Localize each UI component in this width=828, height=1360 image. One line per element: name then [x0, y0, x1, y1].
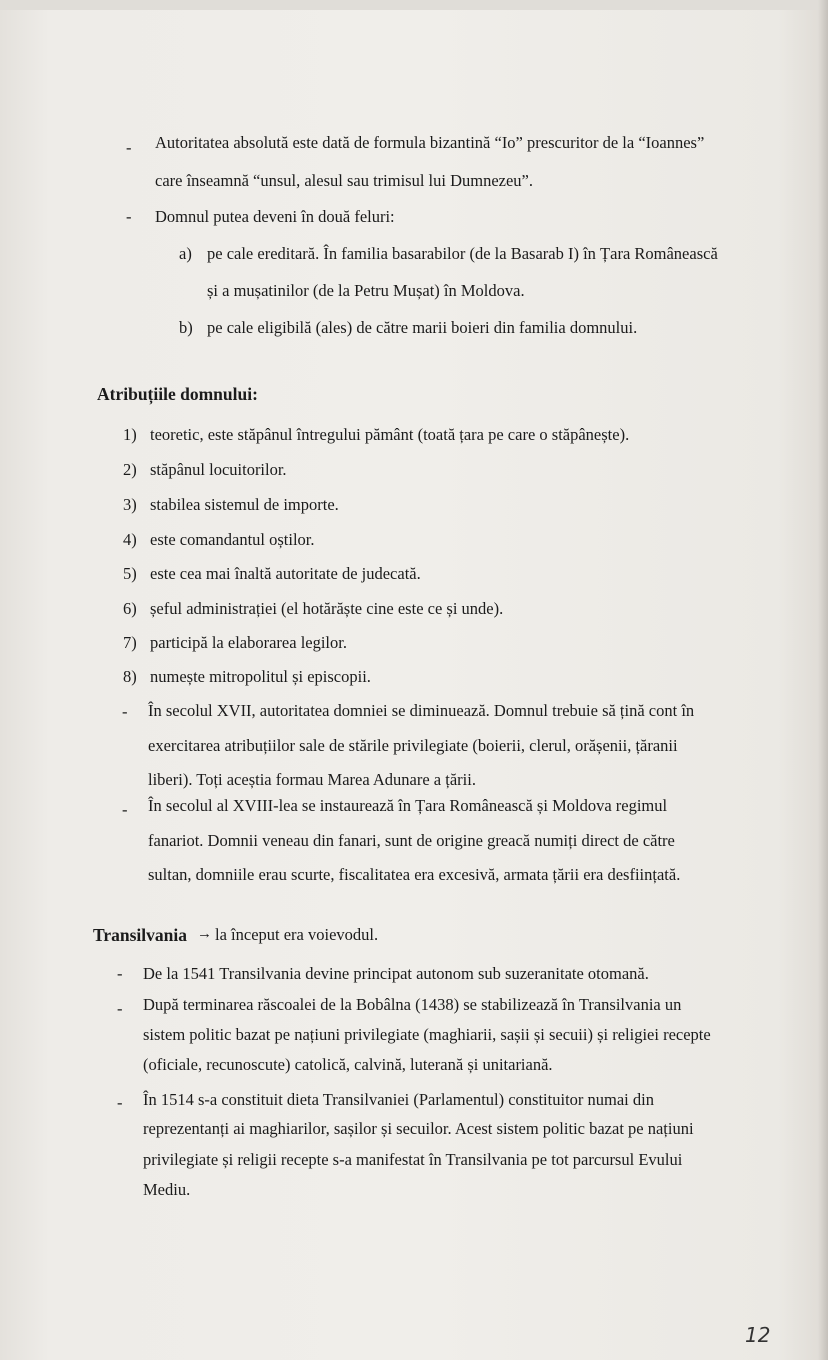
- attributes-heading: Atribuțiile domnului:: [97, 384, 258, 404]
- century-0-line-2: liberi). Toți aceștia formau Marea Adunare a țării.: [148, 770, 476, 789]
- scan-right-edge: [818, 0, 828, 1360]
- attr-1-num: 1): [123, 425, 137, 444]
- attr-1-text: teoretic, este stăpânul întregului pământ (toată țara pe care o stăpânește).: [150, 425, 630, 444]
- trans-2-line-2: privilegiate și religii recepte s-a manifestat în Transilvania pe tot parcursul Evului: [143, 1150, 683, 1169]
- century-1-line-2: sultan, domniile erau scurte, fiscalitatea era excesivă, armata țării era desființată.: [148, 865, 681, 884]
- trans-2-dash: -: [117, 1093, 123, 1112]
- attr-7-num: 7): [123, 633, 137, 652]
- trans-2-line-0: În 1514 s-a constituit dieta Transilvaniei (Parlamentul) constituitor numai din: [143, 1090, 654, 1109]
- trans-1-line-1: sistem politic bazat pe națiuni privilegiate (maghiarii, sașii și secuii) și religiei recepte: [143, 1025, 711, 1044]
- attr-3-text: stabilea sistemul de importe.: [150, 495, 339, 514]
- attr-7-text: participă la elaborarea legilor.: [150, 633, 347, 652]
- way-b-line-0: pe cale eligibilă (ales) de către marii boieri din familia domnului.: [207, 318, 638, 337]
- attr-8-num: 8): [123, 667, 137, 686]
- intro-1-line-0: Domnul putea deveni în două feluri:: [155, 207, 395, 226]
- century-1-dash: -: [122, 800, 128, 819]
- century-0-dash: -: [122, 702, 128, 721]
- trans-0-dash: -: [117, 964, 123, 983]
- scan-top-band: [0, 0, 828, 10]
- attr-3-num: 3): [123, 495, 137, 514]
- transilvania-arrow: →: [197, 926, 212, 942]
- intro-0-line-0: Autoritatea absolută este dată de formula bizantină “Io” prescuritor de la “Ioannes”: [155, 133, 705, 152]
- trans-1-line-0: După terminarea răscoalei de la Bobâlna (1438) se stabilizează în Transilvania un: [143, 995, 682, 1014]
- trans-0-line-0: De la 1541 Transilvania devine principat autonom sub suzeranitate otomană.: [143, 964, 649, 983]
- trans-1-dash: -: [117, 999, 123, 1018]
- trans-2-line-1: reprezentanți ai maghiarilor, sașilor și secuilor. Acest sistem politic bazat pe națiuni: [143, 1119, 694, 1138]
- attr-6-text: șeful administrației (el hotărăște cine este ce și unde).: [150, 599, 504, 618]
- transilvania-heading: Transilvania: [93, 925, 188, 945]
- transilvania-heading-rest: la început era voievodul.: [215, 925, 379, 944]
- way-b-marker: b): [179, 318, 193, 337]
- attr-4-text: este comandantul oștilor.: [150, 530, 315, 549]
- attr-4-num: 4): [123, 530, 137, 549]
- trans-2-line-3: Mediu.: [143, 1180, 191, 1199]
- attr-6-num: 6): [123, 599, 137, 618]
- intro-0-dash: -: [126, 138, 132, 157]
- attr-2-text: stăpânul locuitorilor.: [150, 460, 287, 479]
- intro-0-line-1: care înseamnă “unsul, alesul sau trimisul lui Dumnezeu”.: [155, 171, 534, 190]
- attr-5-text: este cea mai înaltă autoritate de judecată.: [150, 564, 421, 583]
- attr-8-text: numește mitropolitul și episcopii.: [150, 667, 371, 686]
- attr-5-num: 5): [123, 564, 137, 583]
- way-a-line-1: și a mușatinilor (de la Petru Mușat) în Moldova.: [207, 281, 525, 300]
- intro-1-dash: -: [126, 207, 132, 226]
- way-a-line-0: pe cale ereditară. În familia basarabilor (de la Basarab I) în Țara Românească: [207, 244, 718, 263]
- page-number: 12: [745, 1323, 771, 1347]
- attr-2-num: 2): [123, 460, 137, 479]
- century-0-line-1: exercitarea atribuțiilor sale de stările privilegiate (boierii, clerul, orășenii, țăranii: [148, 736, 678, 755]
- way-a-marker: a): [179, 244, 192, 263]
- century-1-line-0: În secolul al XVIII-lea se instaurează în Țara Românească și Moldova regimul: [148, 796, 668, 815]
- trans-1-line-2: (oficiale, recunoscute) catolică, calvină, luterană și unitariană.: [143, 1055, 553, 1074]
- century-0-line-0: În secolul XVII, autoritatea domniei se diminuează. Domnul trebuie să țină cont în: [148, 701, 695, 720]
- century-1-line-1: fanariot. Domnii veneau din fanari, sunt de origine greacă numiți direct de către: [148, 831, 675, 850]
